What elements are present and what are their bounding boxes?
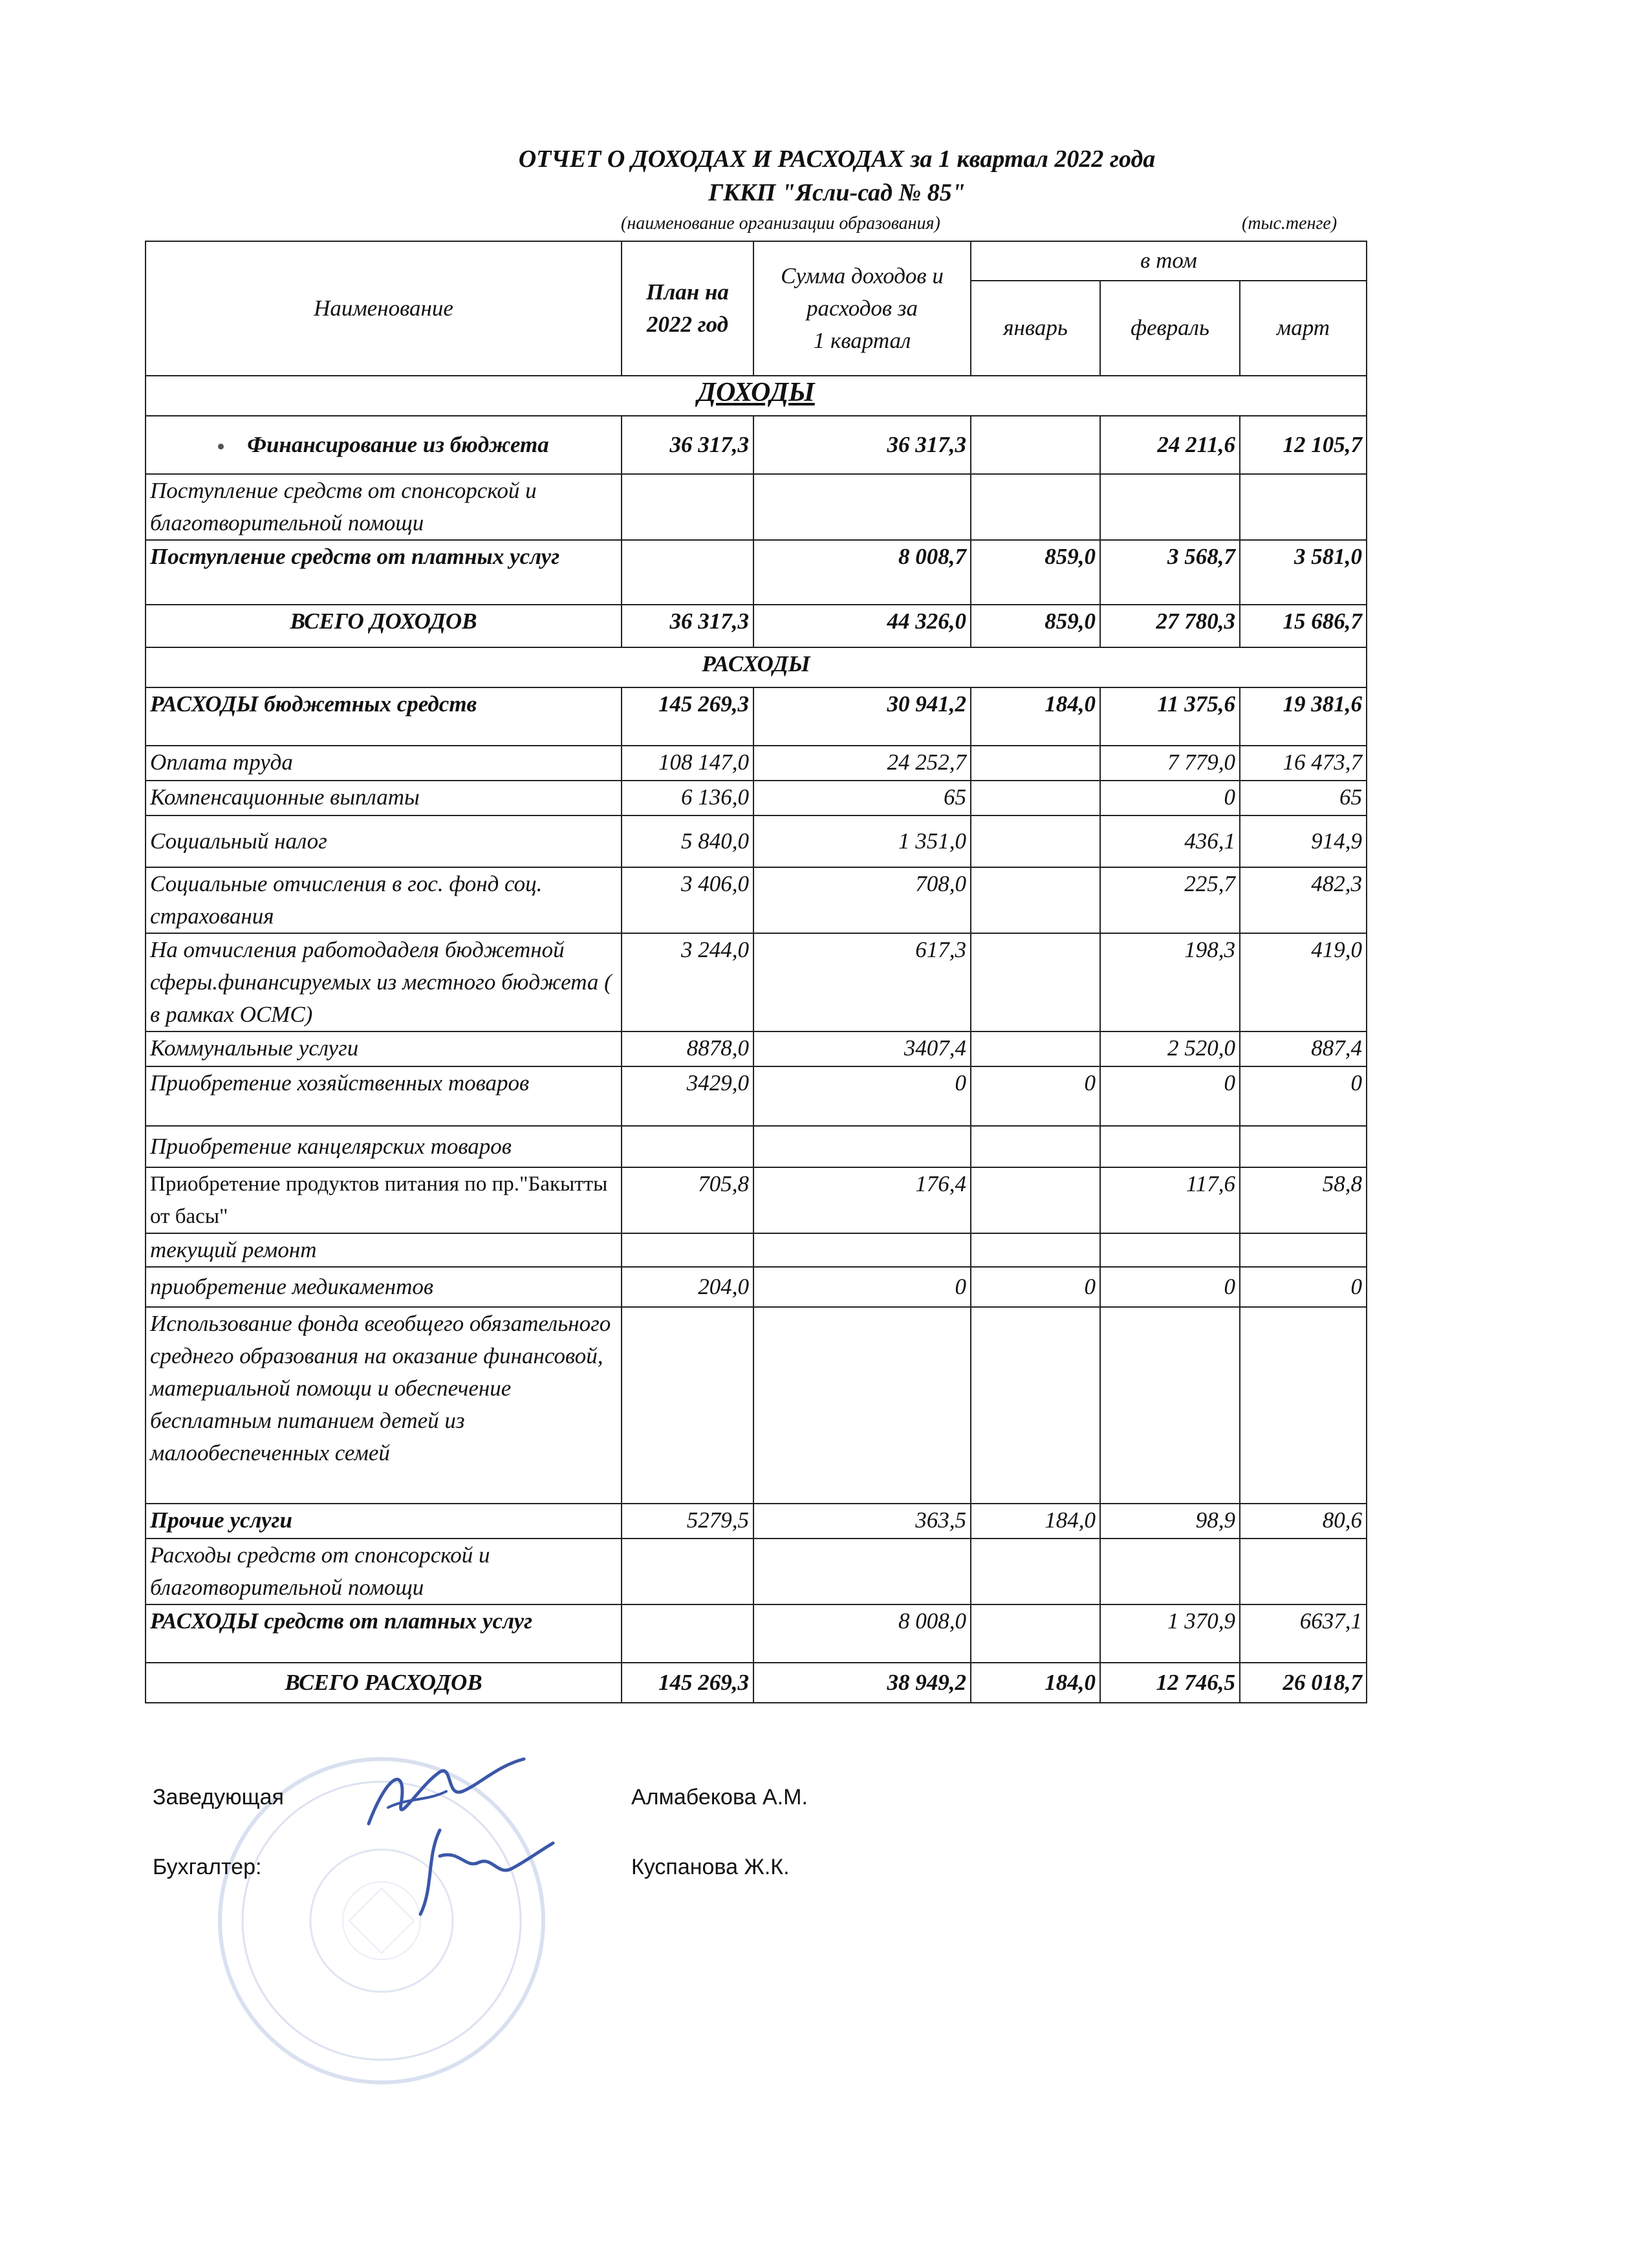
cell-january (971, 1031, 1100, 1066)
cell-plan: 3 406,0 (622, 867, 753, 933)
cell-plan: 145 269,3 (622, 1663, 753, 1703)
signer-name-accountant: Куспанова Ж.К. (631, 1855, 790, 1879)
cell-plan: 5279,5 (622, 1504, 753, 1539)
table-row (146, 746, 1367, 781)
cell-march: 6637,1 (1240, 1604, 1367, 1663)
cell-plan: 36 317,3 (622, 416, 753, 474)
table-row (146, 1267, 1367, 1307)
cell-plan: 204,0 (622, 1267, 753, 1307)
cell-sum: 38 949,2 (753, 1663, 971, 1703)
cell-plan: 36 317,3 (622, 605, 753, 647)
cell-january: 859,0 (971, 540, 1100, 605)
cell-march: 0 (1240, 1066, 1367, 1126)
cell-sum (753, 1539, 971, 1604)
cell-march: 419,0 (1240, 933, 1367, 1031)
cell-march (1240, 1126, 1367, 1167)
cell-february: 117,6 (1100, 1167, 1240, 1233)
table-row (146, 1066, 1367, 1126)
cell-february (1100, 1126, 1240, 1167)
cell-sum: 44 326,0 (753, 605, 971, 647)
cell-january (971, 815, 1100, 867)
cell-plan (622, 1307, 753, 1504)
cell-plan (622, 1539, 753, 1604)
report-title: ОТЧЕТ О ДОХОДАХ И РАСХОДАХ за 1 квартал 2022 года (518, 146, 1156, 173)
table-row (146, 1539, 1367, 1604)
cell-march: 15 686,7 (1240, 605, 1367, 647)
signatures-block (153, 1772, 1187, 1901)
cell-plan: 705,8 (622, 1167, 753, 1233)
signer-role-accountant: Бухгалтер: (153, 1855, 262, 1879)
col-group-header: в том (971, 241, 1367, 281)
report-header (0, 142, 1635, 210)
cell-february: 0 (1100, 1066, 1240, 1126)
header-row (146, 241, 1367, 281)
total-expense-row (146, 1663, 1367, 1703)
cell-march: 482,3 (1240, 867, 1367, 933)
cell-february: 7 779,0 (1100, 746, 1240, 781)
cell-march: 887,4 (1240, 1031, 1367, 1066)
table-row (146, 1233, 1367, 1267)
col-january-header: январь (971, 281, 1100, 376)
row-name: Компенсационные выплаты (146, 781, 622, 815)
table-row (146, 474, 1367, 540)
cell-february (1100, 474, 1240, 540)
cell-sum: 65 (753, 781, 971, 815)
table-row (146, 1307, 1367, 1504)
cell-january (971, 1307, 1100, 1504)
cell-january (971, 1167, 1100, 1233)
cell-january: 184,0 (971, 1504, 1100, 1539)
cell-january: 184,0 (971, 687, 1100, 746)
cell-january (971, 1233, 1100, 1267)
organization-name: ГККП "Ясли-сад № 85" (708, 179, 966, 206)
cell-plan: 6 136,0 (622, 781, 753, 815)
table-row (146, 416, 1367, 474)
cell-march: 3 581,0 (1240, 540, 1367, 605)
cell-sum: 8 008,7 (753, 540, 971, 605)
cell-february: 225,7 (1100, 867, 1240, 933)
expense-section-title: РАСХОДЫ (146, 647, 1367, 687)
cell-sum: 617,3 (753, 933, 971, 1031)
cell-plan (622, 1126, 753, 1167)
col-plan-header: План на 2022 год (622, 241, 753, 376)
cell-march (1240, 474, 1367, 540)
row-name: приобретение медикаментов (146, 1267, 622, 1307)
cell-january (971, 867, 1100, 933)
cell-january (971, 1604, 1100, 1663)
cell-march: 914,9 (1240, 815, 1367, 867)
table-row (146, 1126, 1367, 1167)
income-section-title: ДОХОДЫ (146, 376, 1367, 416)
currency-unit: (тыс.тенге) (1242, 213, 1337, 233)
cell-sum (753, 1126, 971, 1167)
row-name: Приобретение канцелярских товаров (146, 1126, 622, 1167)
cell-sum: 30 941,2 (753, 687, 971, 746)
col-march-header: март (1240, 281, 1367, 376)
income-section-row (146, 376, 1367, 416)
cell-sum: 0 (753, 1267, 971, 1307)
subtitle-row (0, 213, 1635, 239)
cell-march: 26 018,7 (1240, 1663, 1367, 1703)
cell-february: 24 211,6 (1100, 416, 1240, 474)
cell-plan: 108 147,0 (622, 746, 753, 781)
cell-sum: 3407,4 (753, 1031, 971, 1066)
total-income-row (146, 605, 1367, 647)
cell-sum: 24 252,7 (753, 746, 971, 781)
cell-february (1100, 1539, 1240, 1604)
org-caption: (наименование организации образования) (621, 213, 940, 233)
row-name: Прочие услуги (146, 1504, 622, 1539)
cell-march: 80,6 (1240, 1504, 1367, 1539)
cell-january (971, 781, 1100, 815)
cell-march (1240, 1539, 1367, 1604)
row-name: Оплата труда (146, 746, 622, 781)
row-name: РАСХОДЫ бюджетных средств (146, 687, 622, 746)
row-name: Поступление средств от спонсорской и благотворительной помощи (146, 474, 622, 540)
accountant-signature (401, 1817, 556, 1921)
row-name: Приобретение хозяйственных товаров (146, 1066, 622, 1126)
cell-february: 27 780,3 (1100, 605, 1240, 647)
cell-march (1240, 1307, 1367, 1504)
cell-january (971, 416, 1100, 474)
cell-january: 0 (971, 1267, 1100, 1307)
cell-january: 859,0 (971, 605, 1100, 647)
expense-section-row (146, 647, 1367, 687)
cell-march: 65 (1240, 781, 1367, 815)
cell-january (971, 474, 1100, 540)
cell-sum: 176,4 (753, 1167, 971, 1233)
row-name: Расходы средств от спонсорской и благотворительной помощи (146, 1539, 622, 1604)
cell-february (1100, 1233, 1240, 1267)
cell-plan (622, 540, 753, 605)
table-row (146, 1604, 1367, 1663)
cell-february: 1 370,9 (1100, 1604, 1240, 1663)
cell-january (971, 746, 1100, 781)
income-expense-table (145, 241, 1367, 1703)
cell-march: 16 473,7 (1240, 746, 1367, 781)
cell-sum (753, 1307, 971, 1504)
cell-plan: 3429,0 (622, 1066, 753, 1126)
row-name: ВСЕГО ДОХОДОВ (146, 605, 622, 647)
cell-february: 11 375,6 (1100, 687, 1240, 746)
row-name: Социальный налог (146, 815, 622, 867)
row-name: На отчисления работодаделя бюджетной сферы.финансируемых из местного бюджета ( в рамках ОСМС) (146, 933, 622, 1031)
cell-plan: 8878,0 (622, 1031, 753, 1066)
cell-sum: 708,0 (753, 867, 971, 933)
cell-january (971, 933, 1100, 1031)
col-february-header: февраль (1100, 281, 1240, 376)
row-name: Социальные отчисления в гос. фонд соц. страхования (146, 867, 622, 933)
cell-january: 184,0 (971, 1663, 1100, 1703)
row-name: Использование фонда всеобщего обязательного среднего образования на оказание финансовой, материальной помощи и обеспечение бесплатным питанием детей из малообеспеченных семей (146, 1307, 622, 1504)
cell-plan: 145 269,3 (622, 687, 753, 746)
cell-march: 58,8 (1240, 1167, 1367, 1233)
cell-sum (753, 1233, 971, 1267)
signer-role-head: Заведующая (153, 1785, 284, 1809)
cell-sum: 8 008,0 (753, 1604, 971, 1663)
row-name: Поступление средств от платных услуг (146, 540, 622, 605)
row-name: Финансирование из бюджета (146, 416, 622, 474)
cell-sum: 363,5 (753, 1504, 971, 1539)
cell-february: 198,3 (1100, 933, 1240, 1031)
table-row (146, 815, 1367, 867)
cell-march: 12 105,7 (1240, 416, 1367, 474)
table-row (146, 933, 1367, 1031)
bullet-icon (218, 444, 224, 449)
cell-january (971, 1539, 1100, 1604)
cell-february: 98,9 (1100, 1504, 1240, 1539)
cell-sum: 36 317,3 (753, 416, 971, 474)
cell-plan (622, 1233, 753, 1267)
cell-february: 436,1 (1100, 815, 1240, 867)
cell-february: 0 (1100, 781, 1240, 815)
row-name: РАСХОДЫ средств от платных услуг (146, 1604, 622, 1663)
signer-name-head: Алмабекова А.М. (631, 1785, 808, 1809)
col-sum-header: Сумма доходов и расходов за 1 квартал (753, 241, 971, 376)
cell-plan: 3 244,0 (622, 933, 753, 1031)
row-name: Коммунальные услуги (146, 1031, 622, 1066)
col-name-header: Наименование (146, 241, 622, 376)
cell-plan (622, 474, 753, 540)
cell-plan: 5 840,0 (622, 815, 753, 867)
table-row (146, 1031, 1367, 1066)
row-name: ВСЕГО РАСХОДОВ (146, 1663, 622, 1703)
cell-march: 19 381,6 (1240, 687, 1367, 746)
table-row (146, 1504, 1367, 1539)
cell-january: 0 (971, 1066, 1100, 1126)
table-row (146, 867, 1367, 933)
table-row (146, 781, 1367, 815)
cell-february: 12 746,5 (1100, 1663, 1240, 1703)
cell-february: 3 568,7 (1100, 540, 1240, 605)
row-name: Приобретение продуктов питания по пр."Бакытты от басы" (146, 1167, 622, 1233)
table-row (146, 687, 1367, 746)
cell-sum: 1 351,0 (753, 815, 971, 867)
cell-february: 2 520,0 (1100, 1031, 1240, 1066)
cell-sum: 0 (753, 1066, 971, 1126)
cell-plan (622, 1604, 753, 1663)
cell-march (1240, 1233, 1367, 1267)
cell-january (971, 1126, 1100, 1167)
row-name: текущий ремонт (146, 1233, 622, 1267)
cell-february: 0 (1100, 1267, 1240, 1307)
cell-march: 0 (1240, 1267, 1367, 1307)
table-row (146, 1167, 1367, 1233)
table-row (146, 540, 1367, 605)
cell-sum (753, 474, 971, 540)
cell-february (1100, 1307, 1240, 1504)
